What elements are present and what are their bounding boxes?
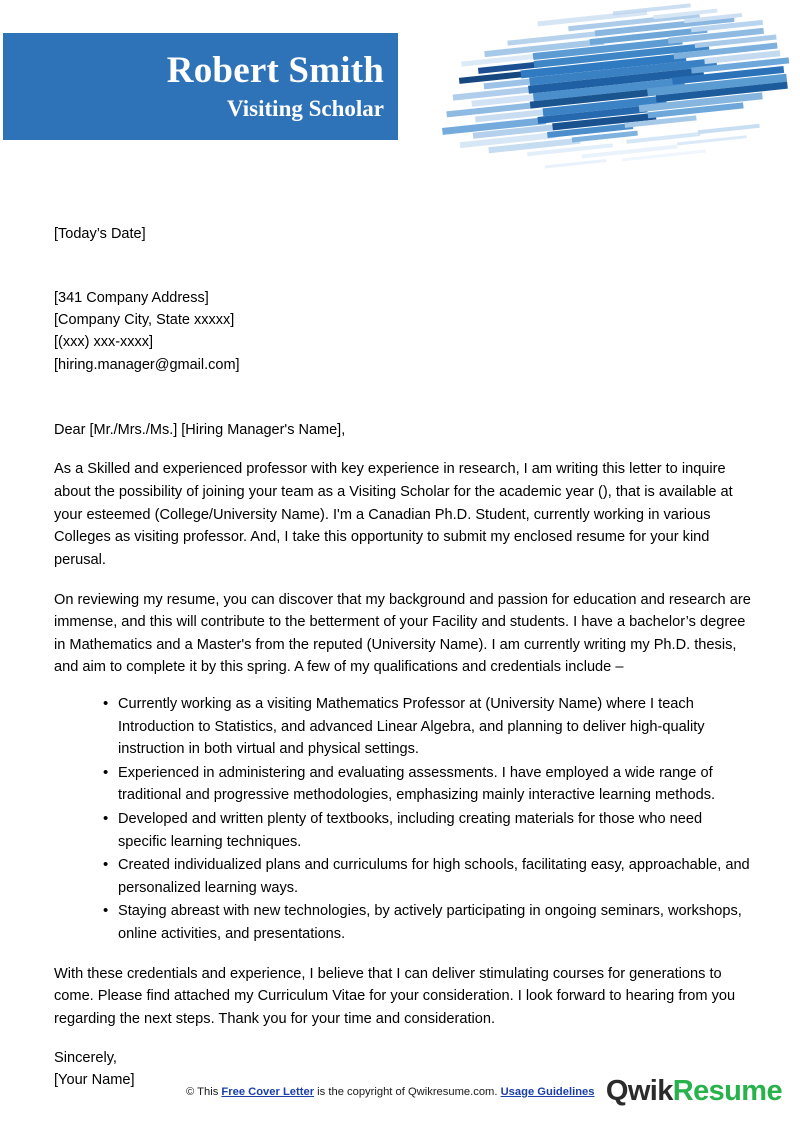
letter-header (0, 0, 800, 185)
logo-text-resume: Resume (672, 1075, 782, 1107)
list-item: • Currently working as a visiting Mathematics Professor at (University Name) where I teach Introduction to Statistics, and advanced Linear Algebra, and planning to deliver high-quality instruction in both virtual and physical settings. (103, 693, 752, 761)
list-item: • Developed and written plenty of textbooks, including creating materials for those who need specific learning techniques. (103, 808, 752, 853)
candidate-name: Robert Smith (166, 50, 384, 92)
free-cover-letter-link[interactable]: Free Cover Letter (221, 1086, 315, 1098)
usage-guidelines-link[interactable]: Usage Guidelines (500, 1086, 595, 1098)
qwikresume-logo[interactable] (606, 1075, 782, 1108)
paragraph-intro: As a Skilled and experienced professor with key experience in research, I am writing this letter to inquire about the possibility of joining your team as a Visiting Scholar for the academic year (), that is available at your esteemed (College/University Name). I'm a Canadian Ph.D. Student, currently working in various Colleges as visiting professor. And, I take this opportunity to submit my enclosed resume for your kind perusal. (54, 461, 733, 568)
copyright-middle: is the copyright of Qwikresume.com. (314, 1086, 501, 1098)
recipient-address-line: [341 Company Address] (54, 290, 209, 307)
letter-body (0, 224, 800, 1092)
recipient-address-block (54, 287, 752, 376)
candidate-title: Visiting Scholar (227, 96, 384, 122)
recipient-phone-line: [(xxx) xxx-xxxx] (54, 334, 154, 351)
list-item: • Staying abreast with new technologies, by actively participating in ongoing seminars, workshops, online activities, and presentations. (103, 900, 752, 945)
recipient-email-line: [hiring.manager@gmail.com] (54, 356, 240, 373)
logo-text-qwik: Qwik (605, 1075, 673, 1107)
signoff: Sincerely, (54, 1050, 117, 1067)
paragraph-closing: With these credentials and experience, I believe that I can deliver stimulating courses for generations to come. Please find attached my Curriculum Vitae for your consideration. I look forward to hearing from you regarding the next steps. Thank you for your time and consideration. (54, 965, 736, 1027)
paragraph-background: On reviewing my resume, you can discover that my background and passion for education and research are immense, and this will contribute to the betterment of your Facility and students. I have a bachelor’s degree in Mathematics and a Master's from the reputed (University Name). I am currently writing my Ph.D. thesis, and aim to complete it by this spring. A few of my qualifications and credentials include – (54, 591, 751, 676)
blue-streaks-graphic (425, 0, 800, 180)
copyright-prefix: © This (186, 1086, 222, 1098)
salutation: Dear [Mr./Mrs./Ms.] [Hiring Manager's Name], (54, 421, 346, 438)
list-item: • Created individualized plans and curriculums for high schools, facilitating easy, approachable, and personalized learning ways. (103, 854, 752, 899)
page-footer (0, 1069, 800, 1131)
qualifications-list (54, 693, 752, 946)
date-line: [Today’s Date] (54, 226, 146, 242)
copyright-notice (186, 1086, 594, 1098)
signature-name: [Your Name] (54, 1072, 135, 1089)
name-banner (3, 33, 398, 140)
list-item: • Experienced in administering and evaluating assessments. I have employed a wide range of traditional and progressive methodologies, emphasizing mainly interactive learning methods. (103, 762, 752, 807)
recipient-city-line: [Company City, State xxxxx] (54, 312, 235, 329)
